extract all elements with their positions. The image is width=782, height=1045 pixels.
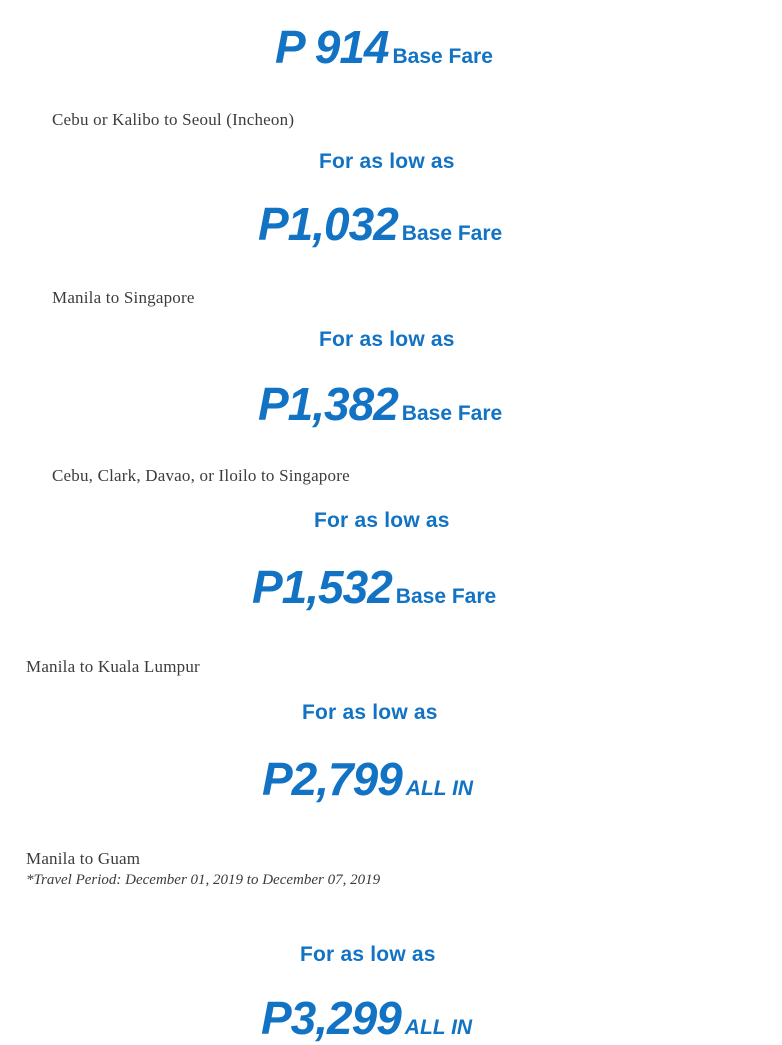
fare-unit-1: Base Fare	[401, 222, 503, 245]
fare-price-5	[261, 991, 472, 1045]
fare-lowlabel-4: For as low as	[302, 701, 438, 724]
fare-route-3: Cebu, Clark, Davao, or Iloilo to Singapore	[52, 466, 350, 485]
fare-amount-1: P1,032	[258, 198, 398, 250]
fare-amount-3: P1,532	[252, 561, 392, 613]
fare-price-0	[275, 20, 493, 74]
fare-route-5: Manila to Guam	[26, 849, 141, 868]
fare-amount-2: P1,382	[258, 378, 398, 430]
fare-unit-0: Base Fare	[392, 45, 493, 68]
fare-lowlabel-5: For as low as	[300, 943, 436, 966]
fare-price-1	[258, 197, 502, 251]
fare-price-3	[252, 560, 496, 614]
fare-amount-5: P3,299	[261, 992, 401, 1044]
fare-price-2	[258, 377, 502, 431]
fare-price-4	[262, 752, 473, 806]
fare-unit-3: Base Fare	[395, 585, 497, 608]
fare-unit-4: ALL IN	[405, 777, 474, 800]
fare-amount-0: P 914	[275, 21, 389, 73]
fare-route-1: Cebu or Kalibo to Seoul (Incheon)	[52, 110, 295, 129]
fare-unit-2: Base Fare	[401, 402, 503, 425]
fare-route-2: Manila to Singapore	[52, 288, 195, 307]
fare-lowlabel-1: For as low as	[319, 150, 455, 173]
fare-unit-5: ALL IN	[404, 1016, 473, 1039]
fare-travel-period-note-5: *Travel Period: December 01, 2019 to December 07, 2019	[26, 872, 381, 888]
fare-lowlabel-3: For as low as	[314, 509, 450, 532]
fare-amount-4: P2,799	[262, 753, 402, 805]
fare-lowlabel-2: For as low as	[319, 328, 455, 351]
fare-route-4: Manila to Kuala Lumpur	[26, 657, 200, 676]
